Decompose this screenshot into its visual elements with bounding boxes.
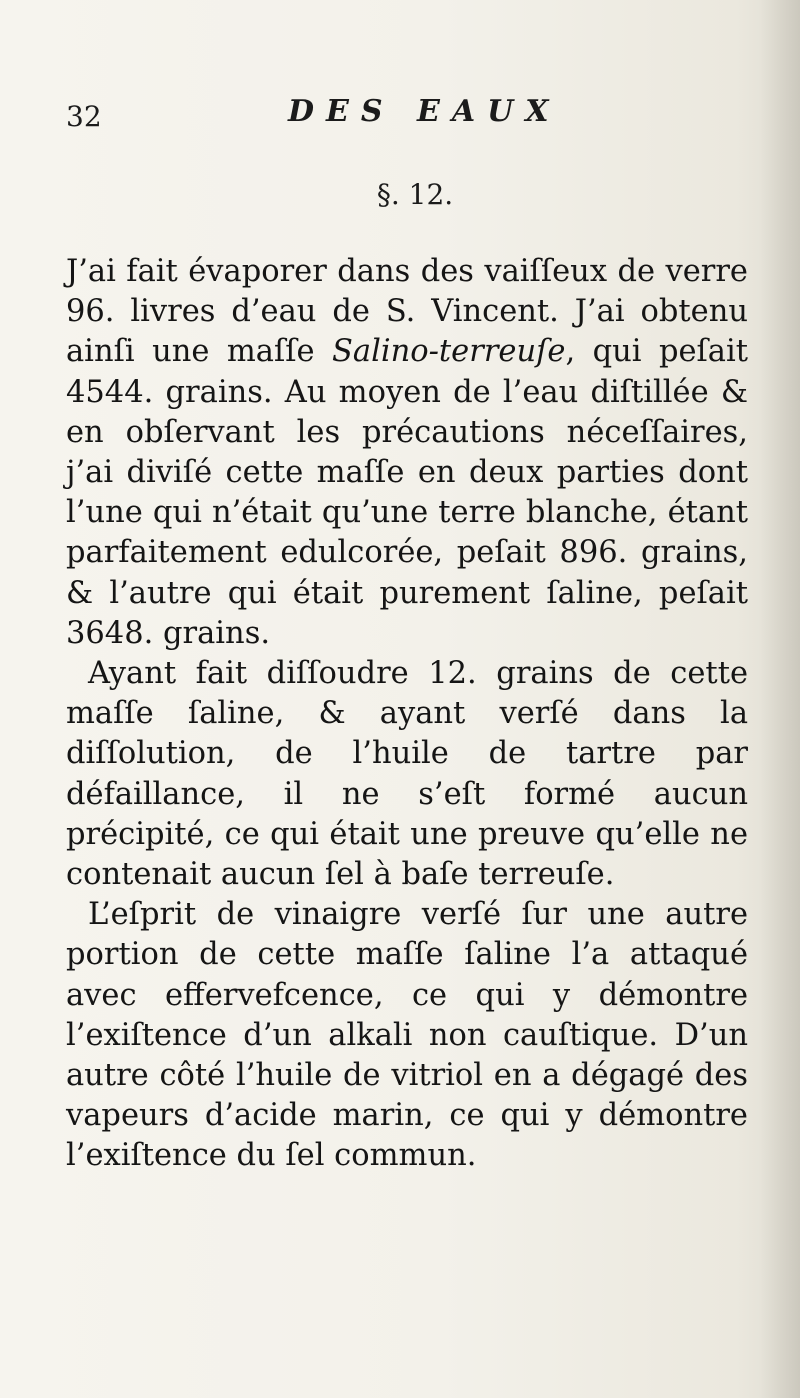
page-header [0, 92, 800, 132]
italic-term: Salino-terreuſe [332, 334, 566, 370]
section-heading: §. 12. [376, 178, 454, 211]
paragraph: L’eſprit de vinaigre verſé ſur une autre portion de cette maſſe ſaline l’a attaqué avec effervefcence, ce qui y démontre l’exiſtence d’un alkali non cauſtique. D’un autre côté l’huile de vitriol en a dégagé des vapeurs d’acide marin, ce qui y démontre l’exiſtence du ſel commun. [66, 897, 748, 1174]
paragraph: Ayant fait diſſoudre 12. grains de cette maſſe ſaline, & ayant verſé dans la diſſolution, de l’huile de tartre par défaillance, il ne s’eſt formé aucun précipité, ce qui était une preuve qu’elle ne contenait aucun ſel à baſe terreuſe. [66, 656, 748, 893]
body-text [66, 252, 748, 1177]
paragraph [66, 252, 748, 654]
page-number: 32 [66, 100, 102, 133]
running-title: DES EAUX [288, 94, 561, 129]
paragraph-text: J’ai fait évaporer dans des vaiſſeux de verre 96. livres d’eau de S. Vincent. J’ai obtenu ainſi une maſſe [66, 254, 748, 370]
paragraph-text: , qui peſait 4544. grains. Au moyen de l’eau diſtillée & en obſervant les précautions néceſſaires, j’ai diviſé cette maſſe en deux parties dont l’une qui n’était qu’une terre blanche, étant parfaitement edulcorée, peſait 896. grains, & l’autre qui était purement ſaline, peſait 3648. grains. [66, 334, 748, 651]
